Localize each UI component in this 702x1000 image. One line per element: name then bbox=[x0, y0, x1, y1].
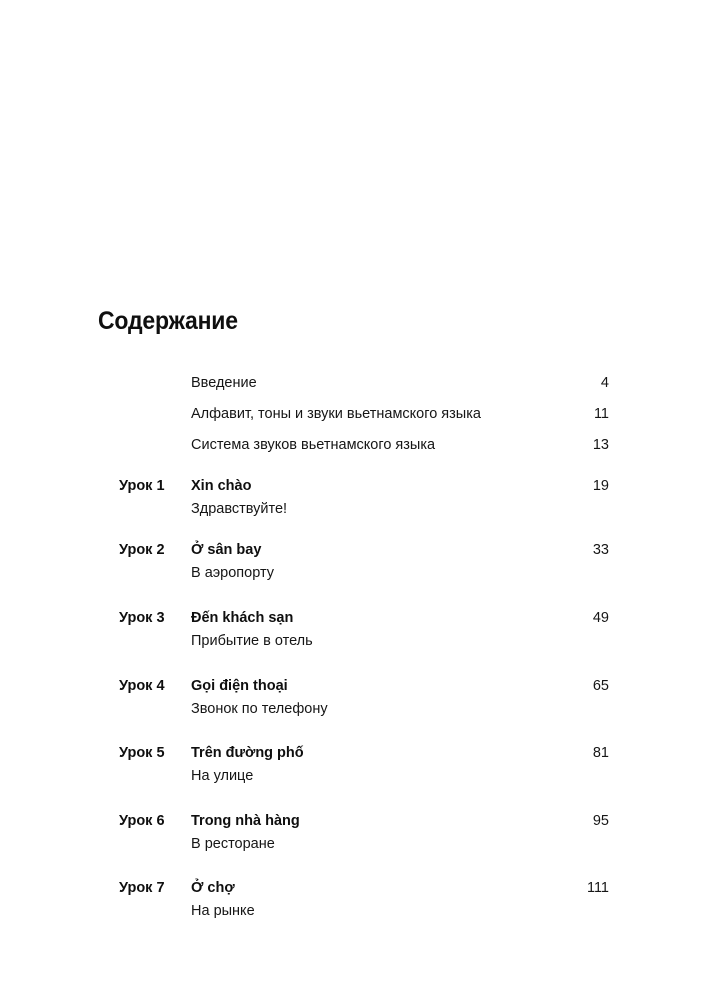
toc-entry-page: 4 bbox=[600, 375, 609, 391]
lesson-title-russian: В ресторане bbox=[191, 836, 275, 852]
toc-entry-label: Введение bbox=[191, 375, 257, 391]
toc-entry-alphabet bbox=[191, 404, 609, 424]
lesson-title-russian: На рынке bbox=[191, 903, 255, 919]
lesson-title-vietnamese: Xin chào bbox=[191, 478, 252, 494]
page-title: Содержание bbox=[98, 307, 238, 335]
lesson-page: 81 bbox=[592, 745, 609, 761]
lesson-title-russian: Звонок по телефону bbox=[191, 701, 328, 717]
toc-lesson-4 bbox=[119, 676, 609, 724]
toc-lesson-2 bbox=[119, 540, 609, 588]
lesson-title-russian: На улице bbox=[191, 768, 254, 784]
toc-entry-page: 11 bbox=[593, 406, 609, 422]
lesson-page: 65 bbox=[592, 678, 609, 694]
toc-lesson-1 bbox=[119, 476, 609, 524]
lesson-page: 49 bbox=[592, 610, 609, 626]
toc-lesson-7 bbox=[119, 878, 609, 926]
lesson-title-russian: В аэропорту bbox=[191, 565, 275, 581]
toc-entry-page: 13 bbox=[592, 437, 609, 453]
toc-entry-introduction bbox=[191, 373, 609, 393]
lesson-number: Урок 6 bbox=[119, 813, 165, 829]
toc-entry-label: Алфавит, тоны и звуки вьетнамского языка bbox=[191, 406, 481, 422]
lesson-number: Урок 3 bbox=[119, 610, 165, 626]
lesson-page: 95 bbox=[592, 813, 609, 829]
lesson-title-vietnamese: Ở sân bay bbox=[191, 542, 262, 558]
toc-lesson-3 bbox=[119, 608, 609, 656]
toc-lesson-5 bbox=[119, 743, 609, 791]
lesson-page: 111 bbox=[586, 880, 609, 896]
toc-entry-sound-system bbox=[191, 435, 609, 455]
lesson-page: 33 bbox=[592, 542, 609, 558]
lesson-page: 19 bbox=[592, 478, 609, 494]
lesson-number: Урок 1 bbox=[119, 478, 165, 494]
lesson-title-vietnamese: Trong nhà hàng bbox=[191, 813, 300, 829]
lesson-title-vietnamese: Trên đường phố bbox=[191, 745, 304, 761]
toc-lesson-6 bbox=[119, 811, 609, 859]
lesson-number: Урок 2 bbox=[119, 542, 165, 558]
lesson-title-russian: Прибытие в отель bbox=[191, 633, 313, 649]
lesson-number: Урок 7 bbox=[119, 880, 165, 896]
toc-entry-label: Система звуков вьетнамского языка bbox=[191, 437, 436, 453]
lesson-title-russian: Здравствуйте! bbox=[191, 501, 288, 517]
lesson-number: Урок 4 bbox=[119, 678, 165, 694]
lesson-title-vietnamese: Ở chợ bbox=[191, 880, 235, 896]
lesson-title-vietnamese: Đến khách sạn bbox=[191, 610, 294, 626]
lesson-number: Урок 5 bbox=[119, 745, 165, 761]
lesson-title-vietnamese: Gọi điện thoại bbox=[191, 678, 288, 694]
